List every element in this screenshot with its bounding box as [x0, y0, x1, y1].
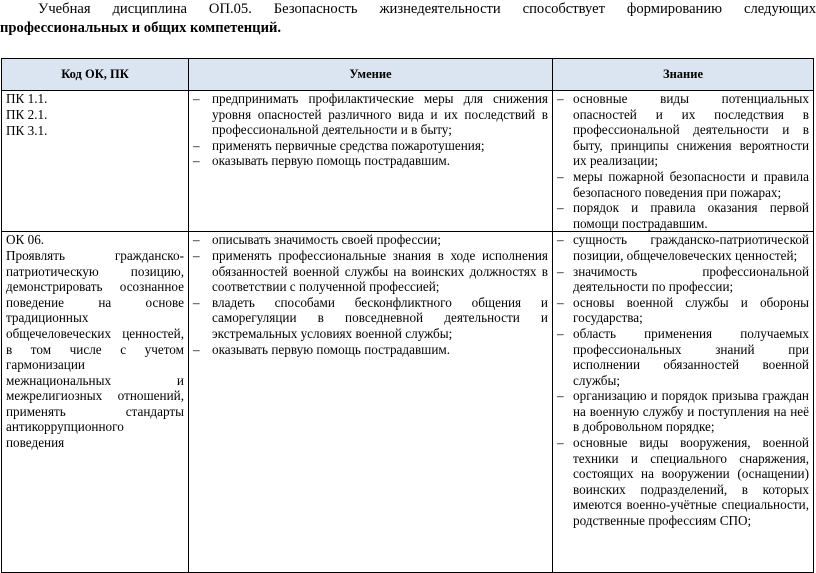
- skill-text: владеть способами бесконфликтного общения и саморегуляции в повседневной деятельности и экстремальных условиях военной службы;: [212, 294, 548, 341]
- intro-paragraph: [0, 0, 816, 38]
- knowledge-text: значимость профессиональной деятельности по профессии;: [573, 263, 809, 295]
- header-knowledge: Знание: [553, 59, 814, 91]
- intro-line: Учебная дисциплина ОП.05. Безопасность жизнедеятельности способствует формированию следующих: [38, 1, 816, 17]
- dash-bullet: –: [557, 232, 564, 248]
- knowledge-cell: [553, 232, 814, 573]
- skill-text: предпринимать профилактические меры для снижения уровня опасностей различного вида и их последствий в профессиональной деятельности и в быту;: [212, 91, 548, 138]
- list-item: [557, 295, 809, 326]
- dash-bullet: –: [193, 91, 200, 106]
- list-item: [557, 169, 809, 200]
- knowledge-text: основные виды вооружения, военной техники и специального снаряжения, состоящих на вооружении (оснащении) воинских подразделений, в которых имеются военно-учётные специальности, родственные профессиям СПО;: [573, 435, 809, 529]
- dash-bullet: –: [557, 263, 564, 279]
- knowledge-list: [557, 91, 809, 231]
- code-cell: [2, 91, 189, 232]
- skill-text: описывать значимость своей профессии;: [212, 232, 441, 248]
- list-item: [193, 232, 548, 248]
- list-item: [557, 91, 809, 169]
- dash-bullet: –: [193, 137, 200, 153]
- knowledge-text: организацию и порядок призыва граждан на военную службу и поступления на неё в добровольном порядке;: [573, 388, 809, 435]
- dash-bullet: –: [193, 247, 200, 263]
- skill-text: оказывать первую помощь пострадавшим.: [212, 153, 451, 169]
- skill-cell: [189, 91, 553, 232]
- dash-bullet: –: [557, 91, 564, 106]
- code-item: ПК 2.1.: [6, 107, 48, 122]
- table-header-row: [2, 59, 814, 91]
- dash-bullet: –: [557, 168, 564, 184]
- knowledge-text: меры пожарной безопасности и правила безопасного поведения при пожарах;: [573, 168, 809, 200]
- skill-text: применять профессиональные знания в ходе исполнения обязанностей военной службы на воинских должностях в соответствии с полученной профессией;: [212, 247, 548, 295]
- dash-bullet: –: [193, 232, 200, 248]
- list-item: [193, 248, 548, 295]
- list-item: [193, 342, 548, 358]
- dash-bullet: –: [557, 388, 564, 404]
- code-item: ОК 06.: [6, 232, 45, 248]
- list-item: [193, 138, 548, 154]
- list-item: [557, 435, 809, 529]
- dash-bullet: –: [557, 325, 564, 341]
- table-row: [2, 232, 814, 573]
- list-item: [557, 388, 809, 435]
- list-item: [557, 232, 809, 263]
- header-skill: Умение: [189, 59, 553, 91]
- skill-text: применять первичные средства пожаротушения;: [212, 137, 485, 153]
- list-item: [193, 295, 548, 342]
- header-code: Код ОК, ПК: [2, 59, 189, 91]
- dash-bullet: –: [193, 153, 200, 169]
- knowledge-text: область применения получаемых профессиональных знаний при исполнении обязанностей военной службы;: [573, 325, 809, 388]
- knowledge-cell: [553, 91, 814, 232]
- knowledge-text: основные виды потенциальных опасностей и их последствия в профессиональной деятельности и в быту, принципы снижения вероятности их реализации;: [573, 91, 809, 169]
- dash-bullet: –: [557, 200, 564, 216]
- skill-cell: [189, 232, 553, 573]
- intro-line-bold: профессиональных и общих компетенций.: [0, 20, 282, 36]
- competency-table: [1, 58, 814, 573]
- knowledge-list: [557, 232, 809, 528]
- knowledge-text: сущность гражданско-патриотической позиции, общечеловеческих ценностей;: [573, 232, 809, 263]
- list-item: [193, 91, 548, 138]
- dash-bullet: –: [193, 341, 200, 357]
- skill-list: [193, 232, 548, 357]
- code-cell: [2, 232, 189, 573]
- dash-bullet: –: [193, 294, 200, 310]
- dash-bullet: –: [557, 294, 564, 310]
- competency-description: Проявлять гражданско-патриотическую позицию, демонстрировать осознанное поведение на основе традиционных общечеловеческих ценностей, в том числе с учетом гармонизации межнациональных и межрелигиозных отношений, применять стандарты антикоррупционного поведения: [6, 247, 184, 451]
- knowledge-text: основы военной службы и обороны государства;: [573, 294, 809, 326]
- code-item: ПК 1.1.: [6, 91, 48, 106]
- list-item: [557, 200, 809, 231]
- skill-text: оказывать первую помощь пострадавшим.: [212, 341, 451, 357]
- knowledge-text: порядок и правила оказания первой помощи пострадавшим.: [573, 200, 809, 231]
- dash-bullet: –: [557, 435, 564, 451]
- list-item: [193, 153, 548, 169]
- code-item: ПК 3.1.: [6, 123, 48, 138]
- list-item: [557, 326, 809, 388]
- table-row: [2, 91, 814, 232]
- list-item: [557, 264, 809, 295]
- skill-list: [193, 91, 548, 169]
